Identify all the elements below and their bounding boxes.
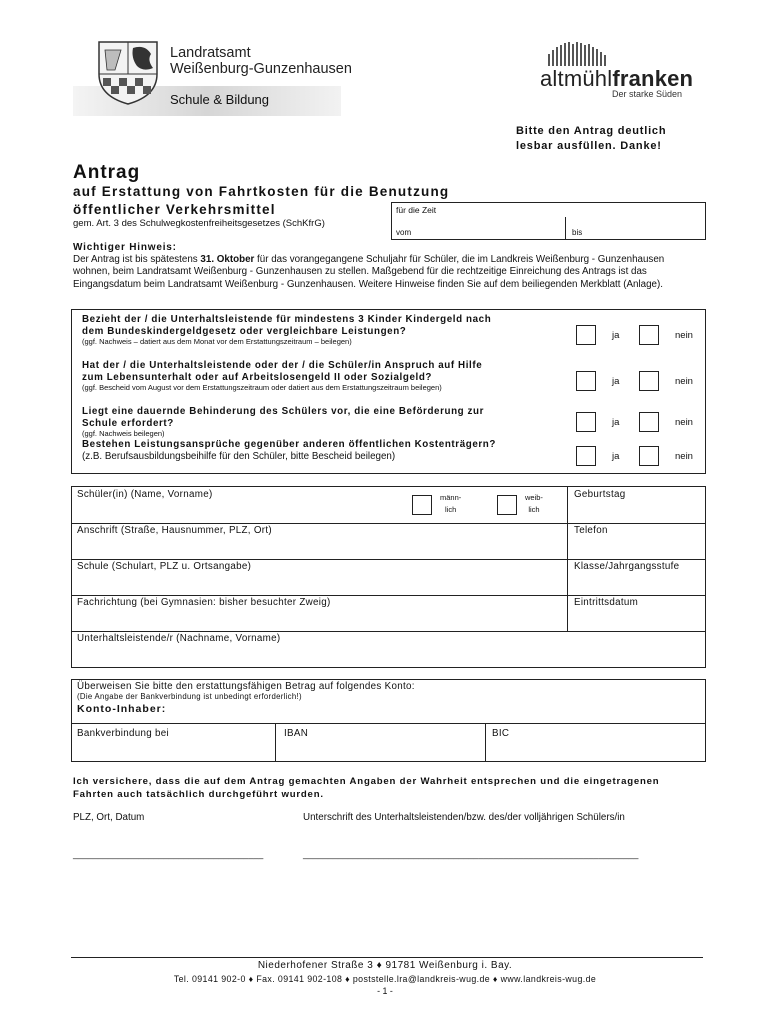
female-checkbox[interactable] [497,495,517,515]
signature-label: Unterschrift des Unterhaltsleistenden/bzw. des/der volljährigen Schülers/in [303,812,625,823]
department-label: Schule & Bildung [170,92,270,107]
place-date-line[interactable]: ______________________________________ [73,849,264,859]
yes-label: ja [612,376,620,387]
guardian-field[interactable]: Unterhaltsleistende/r (Nachname, Vorname) [77,633,281,644]
bank-name-field[interactable]: Bankverbindung bei [77,728,170,739]
form-subtitle-line1: auf Erstattung von Fahrtkosten für die Benutzung [73,184,450,199]
bank-intro: Überweisen Sie bitte den erstattungsfähigen Betrag auf folgendes Konto: [77,681,415,692]
female-label: weib- lich [525,493,543,514]
place-date-label: PLZ, Ort, Datum [73,812,145,823]
student-data-table [71,486,706,668]
address-field[interactable]: Anschrift (Straße, Hausnummer, PLZ, Ort) [77,525,272,536]
question-3-yes-checkbox[interactable] [576,412,596,432]
period-label: für die Zeit [396,205,437,215]
question-1-no-checkbox[interactable] [639,325,659,345]
brand-wordmark: altmühlfranken [540,66,694,91]
question-4: Bestehen Leistungsansprüche gegenüber anderen öffentlichen Kostenträgern? (z.B. Berufsausbildungsbeihilfe für den Schüler, bitte Bescheid beilegen) [82,439,496,462]
period-box [391,202,706,240]
question-3-no-checkbox[interactable] [639,412,659,432]
question-3: Liegt eine dauernde Behinderung des Schülers vor, die eine Beförderung zur Schule erfordert? (ggf. Nachweis beilegen) [82,406,485,438]
footer-contact: Tel. 09141 902-0 ♦ Fax. 09141 902-108 ♦ poststelle.lra@landkreis-wug.de ♦ www.landkreis-wug.de [173,974,597,984]
question-4-yes-checkbox[interactable] [576,446,596,466]
yes-label: ja [612,451,620,462]
form-title: Antrag [73,162,141,183]
account-owner-field[interactable]: Konto-Inhaber: [77,703,167,715]
brand-tagline: Der starke Süden [612,89,683,99]
phone-field[interactable]: Telefon [574,525,608,536]
brand-logo-icon [548,42,610,66]
signature-line[interactable]: ___________________________________________________________________ [303,849,639,859]
birthday-field[interactable]: Geburtstag [574,489,626,500]
no-label: nein [675,330,693,341]
legal-basis: gem. Art. 3 des Schulwegkostenfreiheitsgesetzes (SchKfrG) [73,218,325,229]
male-label: männ- lich [440,493,462,514]
question-2-yes-checkbox[interactable] [576,371,596,391]
fill-out-note: Bitte den Antrag deutlich lesbar ausfüllen. Danke! [516,125,667,152]
yes-label: ja [612,417,620,428]
coat-of-arms-icon [97,40,159,106]
question-2-no-checkbox[interactable] [639,371,659,391]
school-field[interactable]: Schule (Schulart, PLZ u. Ortsangabe) [77,561,252,572]
question-1-yes-checkbox[interactable] [576,325,596,345]
question-2: Hat der / die Unterhaltsleistende oder der / die Schüler/in Anspruch auf Hilfe zum Lebensunterhalt oder auf Arbeitslosengeld II oder Sozialgeld? (ggf. Bescheid vom August vor dem Erstattungszeitraum oder datiert aus dem Erstattungszeitraum beilegen) [82,360,483,392]
footer-address: Niederhofener Straße 3 ♦ 91781 Weißenburg i. Bay. [257,960,513,971]
bank-box [71,679,706,762]
male-checkbox[interactable] [412,495,432,515]
question-4-no-checkbox[interactable] [639,446,659,466]
bank-intro-note: (Die Angabe der Bankverbindung ist unbedingt erforderlich!) [77,692,302,701]
iban-field[interactable]: IBAN [284,728,309,739]
hint-text: Der Antrag ist bis spätestens 31. Oktober für das vorangegangene Schuljahr für Schüler, die im Landkreis Weißenburg - Gunzenhausen wohnen, beim Landratsamt Weißenburg - Gunzenhausen zu stellen. Maßgebend für die rechtzeitige Einreichung des Antrags ist das Eingangsdatum beim Landratsamt Weißenburg - Gunzenhausen. Weitere Hinweise finden Sie auf dem beiliegenden Merkblatt (Anlage). [73,254,665,290]
student-name-field[interactable]: Schüler(in) (Name, Vorname) [77,489,213,500]
bic-field[interactable]: BIC [492,728,510,739]
page-number: - 1 - [377,986,393,996]
period-to-field[interactable]: bis [572,228,583,237]
footer-divider [71,957,703,958]
form-subtitle-line2: öffentlicher Verkehrsmittel [73,202,276,217]
no-label: nein [675,376,693,387]
no-label: nein [675,451,693,462]
organization-name: Landratsamt Weißenburg-Gunzenhausen [170,45,352,77]
class-field[interactable]: Klasse/Jahrgangsstufe [574,561,680,572]
questions-box [71,309,706,474]
period-from-field[interactable]: vom [396,228,412,237]
no-label: nein [675,417,693,428]
hint-heading: Wichtiger Hinweis: [73,242,177,253]
entry-date-field[interactable]: Eintrittsdatum [574,597,639,608]
declaration-text: Ich versichere, dass die auf dem Antrag gemachten Angaben der Wahrheit entsprechen und die eingetragenen Fahrten auch tatsächlich durchgeführt wurden. [73,776,660,800]
yes-label: ja [612,330,620,341]
subject-field[interactable]: Fachrichtung (bei Gymnasien: bisher besuchter Zweig) [77,597,331,608]
question-1: Bezieht der / die Unterhaltsleistende für mindestens 3 Kinder Kindergeld nach dem Bundeskindergeldgesetz oder vergleichbare Leistungen? (ggf. Nachweis – datiert aus dem Monat vor dem Erstattungszeitraum – beilegen) [82,314,492,346]
